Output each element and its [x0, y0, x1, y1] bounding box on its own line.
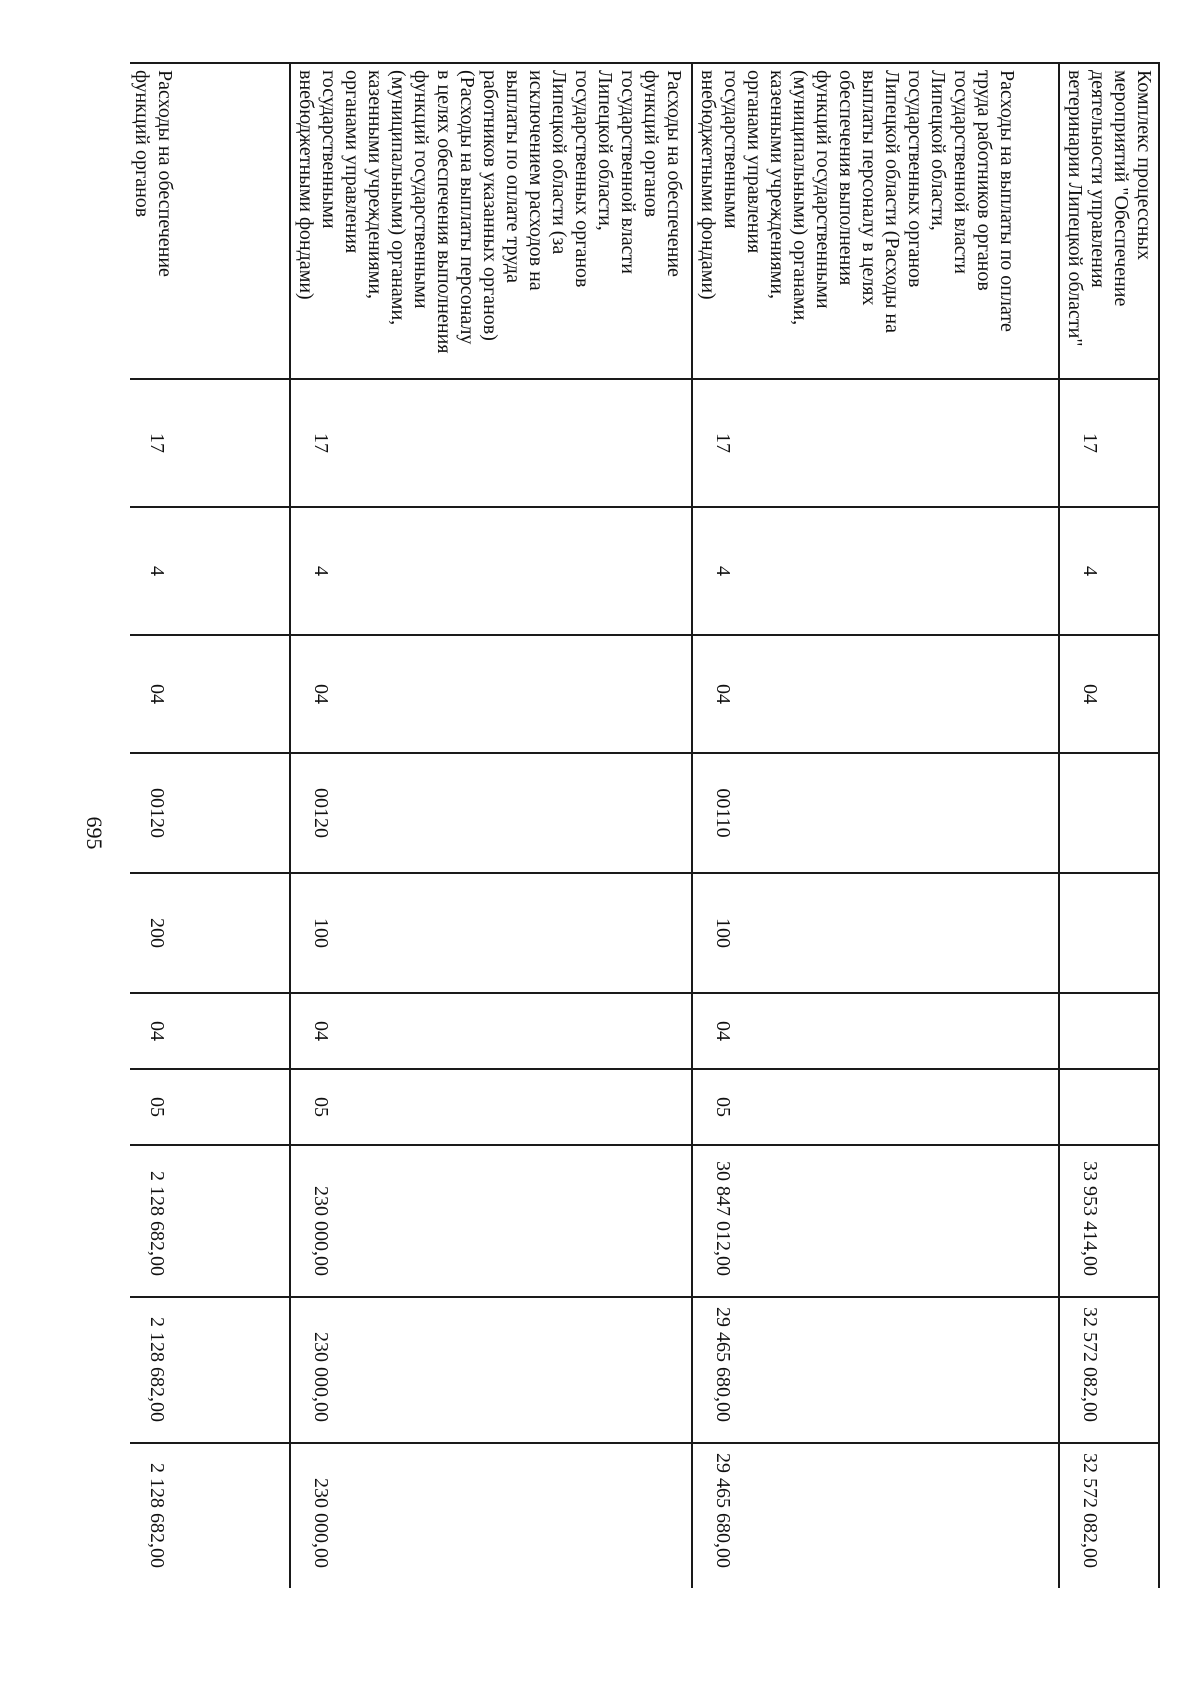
row-name-text — [1063, 70, 1155, 372]
row-name-line: выплаты персоналу в целях — [858, 70, 880, 306]
row-name-line: государственных органов — [571, 70, 593, 288]
row-name-line: государственных органов — [904, 70, 926, 288]
row-name-text — [696, 70, 1018, 372]
budget-table-container — [130, 62, 1160, 1588]
row-name-line: работников указанных органов) — [479, 70, 501, 341]
code-cell: 05 — [130, 1069, 290, 1145]
budget-table — [130, 62, 1160, 1588]
code-cell: 17 — [692, 379, 1059, 507]
code-cell: 04 — [290, 993, 692, 1069]
row-name-cell — [692, 63, 1059, 379]
row-name-line: труда работников органов — [973, 70, 995, 291]
code-cell: 4 — [1059, 507, 1159, 635]
amount-cell: 32 572 082,00 — [1059, 1443, 1159, 1588]
code-cell — [1059, 753, 1159, 873]
row-name-line: Расходы на обеспечение — [154, 70, 176, 277]
amount-cell: 230 000,00 — [290, 1297, 692, 1443]
row-name-line: функций органов — [640, 70, 662, 218]
row-name-line: внебюджетными фондами) — [697, 70, 719, 300]
row-name-line: функций государственными — [410, 70, 432, 309]
row-name-line: Липецкой области (за — [548, 70, 570, 255]
amount-cell: 2 128 682,00 — [130, 1145, 290, 1297]
row-name-line: государственной власти — [617, 70, 639, 274]
row-name-text — [294, 70, 685, 372]
row-name-cell — [1059, 63, 1159, 379]
amount-cell: 2 128 682,00 — [130, 1443, 290, 1588]
row-name-line: государственной власти — [950, 70, 972, 274]
row-name-line: деятельности управления — [1087, 70, 1109, 288]
row-name-line: Расходы на выплаты по оплате — [996, 70, 1018, 332]
code-cell — [1059, 873, 1159, 993]
row-name-line: обеспечения выполнения — [835, 70, 857, 286]
code-cell: 100 — [290, 873, 692, 993]
code-cell: 4 — [290, 507, 692, 635]
code-cell: 05 — [290, 1069, 692, 1145]
code-cell: 04 — [130, 993, 290, 1069]
row-name-line: Расходы на обеспечение — [663, 70, 685, 277]
row-name-line: (Расходы на выплаты персоналу — [456, 70, 478, 345]
table-row — [692, 63, 1059, 1588]
code-cell: 200 — [130, 873, 290, 993]
table-row — [1059, 63, 1159, 1588]
code-cell — [1059, 993, 1159, 1069]
code-cell: 00110 — [692, 753, 1059, 873]
code-cell: 04 — [1059, 635, 1159, 753]
row-name-text — [130, 70, 176, 372]
code-cell: 00120 — [290, 753, 692, 873]
row-name-line: ветеринарии Липецкой области" — [1064, 70, 1086, 347]
row-name-line: органами управления — [743, 70, 765, 254]
code-cell — [1059, 1069, 1159, 1145]
page-number-text: 695 — [82, 816, 107, 850]
row-name-line: органами управления — [341, 70, 363, 254]
code-cell: 04 — [290, 635, 692, 753]
code-cell: 17 — [1059, 379, 1159, 507]
amount-cell: 230 000,00 — [290, 1145, 692, 1297]
row-name-line: казенными учреждениями, — [364, 70, 386, 300]
code-cell: 4 — [130, 507, 290, 635]
code-cell: 04 — [692, 993, 1059, 1069]
code-cell: 4 — [692, 507, 1059, 635]
row-name-line: выплаты по оплате труда — [502, 70, 524, 283]
row-name-line: государственными — [720, 70, 742, 229]
row-name-line: (муниципальными) органами, — [789, 70, 811, 326]
amount-cell: 230 000,00 — [290, 1443, 692, 1588]
code-cell: 05 — [692, 1069, 1059, 1145]
row-name-line: мероприятий "Обеспечение — [1110, 70, 1132, 307]
row-name-line: в целях обеспечения выполнения — [433, 70, 455, 354]
row-name-line: исключением расходов на — [525, 70, 547, 291]
row-name-cell — [290, 63, 692, 379]
amount-cell: 29 465 680,00 — [692, 1443, 1059, 1588]
amount-cell: 2 128 682,00 — [130, 1297, 290, 1443]
code-cell: 17 — [290, 379, 692, 507]
code-cell: 100 — [692, 873, 1059, 993]
row-name-line: внебюджетными фондами) — [295, 70, 317, 300]
amount-cell: 32 572 082,00 — [1059, 1297, 1159, 1443]
rotated-page-content — [130, 62, 1160, 1588]
row-name-line: Липецкой области, — [594, 70, 616, 231]
table-row — [130, 63, 290, 1588]
table-row — [290, 63, 692, 1588]
code-cell: 04 — [692, 635, 1059, 753]
row-name-line: функций органов — [131, 70, 153, 218]
row-name-line: Липецкой области (Расходы на — [881, 70, 903, 333]
amount-cell: 30 847 012,00 — [692, 1145, 1059, 1297]
row-name-line: Липецкой области, — [927, 70, 949, 231]
amount-cell: 33 953 414,00 — [1059, 1145, 1159, 1297]
row-name-line: казенными учреждениями, — [766, 70, 788, 300]
amount-cell: 29 465 680,00 — [692, 1297, 1059, 1443]
code-cell: 17 — [130, 379, 290, 507]
row-name-cell — [130, 63, 290, 379]
row-name-line: Комплекс процессных — [1133, 70, 1155, 260]
row-name-line: функций государственными — [812, 70, 834, 309]
code-cell: 00120 — [130, 753, 290, 873]
row-name-line: государственными — [318, 70, 340, 229]
row-name-line: (муниципальными) органами, — [387, 70, 409, 326]
code-cell: 04 — [130, 635, 290, 753]
